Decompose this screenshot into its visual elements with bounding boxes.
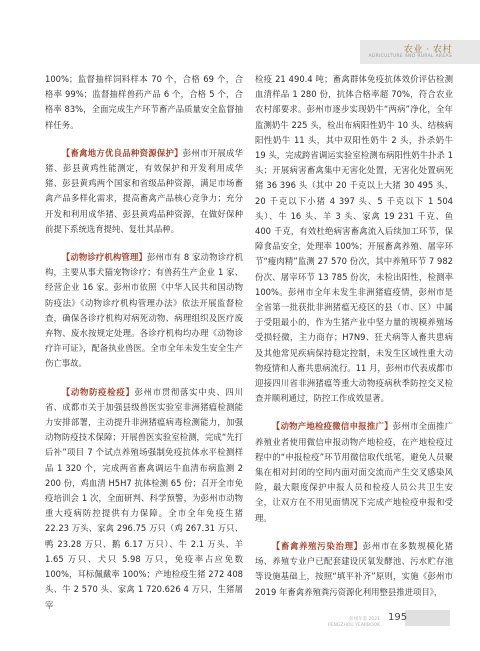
section-heading: 【畜禽地方优良品种资源保护】	[61, 147, 183, 158]
section-body: 彭州市有 8 家动物诊疗机构，主要从事犬猫宠物诊疗；有兽药生产企业 1 家、经营企业 16 家。彭州市依照《中华人民共和国动物防疫法》《动物诊疗机构管理办法》依法开展监督检查，确保各诊疗机构对病死动物、病理组织及医疗废弃物、废水按规定处理。各诊疗机构均办理《动物诊疗许可证》，配备执业兽医。全市全年未发生安全生产伤亡事故。	[45, 252, 243, 369]
page-marker	[405, 610, 450, 626]
section-body: 彭州市开展成华猪、彭县黄鸡性能测定，有效保护和开发利用成华猪、彭县黄鸡两个国家和省级品种资源，满足市场畜禽产品多样化需求，提高畜禽产品核心竞争力；充分开发和利用成华猪、彭县黄鸡品种资源，在做好保种前提下系统选育提纯、复壮其品种。	[45, 147, 244, 234]
yearbook-logo-line: 彭州年鉴 2021	[349, 617, 380, 622]
section-pollution-control	[255, 539, 453, 600]
section-heading: 【畜禽养殖污染治理】	[271, 540, 363, 551]
section-livestock-breeds	[45, 146, 243, 237]
paragraph: 100%；监督抽样饲料样本 70 个，合格 69 个，合格率 99%；监督抽样兽药产品 6 个，合格 5 个，合格率 83%，全面完成生产环节畜产品质量安全监督抽样任务。	[45, 74, 243, 130]
section-title: 农业 · 农村	[403, 45, 452, 55]
section-heading: 【动物防疫检疫】	[61, 386, 135, 397]
page-number: 195	[388, 612, 408, 623]
yearbook-logo-line: PENGZHOU YEARBOOK	[328, 623, 380, 628]
section-wechat-declaration	[255, 419, 453, 525]
left-column	[45, 72, 243, 626]
yearbook-logo	[328, 617, 380, 629]
section-body: 彭州市贯彻落实中央、四川省、成都市关于加强县级兽医实验室非洲猪瘟检测能力安排部署，主动提升非洲猪瘟病毒检测能力，加强动物防疫技术保障；开展兽医实验室检测，完成“先打后补”项目 7 个试点养殖场强制免疫抗体水平检测样品 1 320 个，完成两省畜禽调运牛血清布病监测 2 200 份，鸡血清 H5H7 抗体检测 65 份；召开全市免疫培训会 1 次，全面研判、科学预警，为彭州市动物重大疫病防控提供有力保障。全市全年免疫生猪 22.23 万头、家禽 296.75 万只（鸡 267.31 万只、鸭 23.28 万只、鹅 6.17 万只）、牛 2.1 万头、羊 1.65 万只、犬只 5.98 万只，免疫率占应免数 100%，耳标佩戴率 100%；产地检疫生猪 272 408 头、牛 2 570 头、家禽 1 720.626 4 万只，生猪屠宰	[45, 386, 244, 610]
right-column	[255, 72, 453, 613]
section-heading: 【动物诊疗机构管理】	[61, 252, 147, 263]
section-body: 彭州市全面推广养殖业者使用微信申报动物产地检疫，在产地检疫过程中的“申报检疫”环节用微信取代纸笔，避免人员聚集在相对封闭的空间内面对面交流而产生交叉感染风险，最大限度保护申报人员和检疫人员公共卫生安全，让双方在不用见面情况下完成产地检疫申报和受理。	[255, 421, 454, 523]
section-body: 彭州市在多数规模化猪场、养殖专业户已配套建设厌氧发酵池、污水贮存池等设施基础上，按照“填平补齐”原则，实施《彭州市 2019 年畜禽养殖粪污资源化利用整县推进项目》，	[255, 540, 454, 597]
section-heading: 【动物产地检疫微信申报推广】	[271, 421, 393, 432]
section-subtitle: AGRICULTURE AND RURAL AREAS	[368, 54, 452, 59]
paragraph: 检疫 21 490.4 吨；畜禽群体免疫抗体效价评估检测血清样品 1 280 份，抗体合格率超 70%，符合农业农村部要求。彭州市逐步实现奶牛“两病”净化，全年监测奶牛 225 头，检出布病阳性奶牛 10 头、结核病阳性奶牛 11 头，其中双阳性奶牛 2 头，扑杀奶牛 19 头，完成跨省调运实验室检测布病阳性奶牛扑杀 1 头；开展病害畜禽集中无害化处置，无害化处置病死猪 36 396 头（其中 20 千克以上大猪 30 495 头、20 千克以下小猪 4 397 头、5 千克以下 1 504 头）、牛 16 头、羊 3 头、家禽 19 231 千克、鱼 400 千克，有效杜绝病害畜禽流入后续加工环节，保障食品安全，处理率 100%；开展畜禽养殖、屠宰环节“瘦肉精”监测 27 570 份次，其中养殖环节 7 982 份次、屠宰环节 13 785 份次，未检出阳性，检测率 100%。彭州市全年未发生非洲猪瘟疫情，彭州市是全省第一批获批非洲猪瘟无疫区的县（市、区）中属于受阻最小的，作为生猪产业中坚力量的规模养殖场受损轻微，主力商存；H7N9、狂犬病等人畜共患病及其他常见疾病保持稳定控制，未发生区域性重大动物疫情和人畜共患病流行。11 月，彭州市代表成都市迎接四川省非洲猪瘟等重大动物疫病秋季防控交叉检查并顺利通过，防控工作成效显著。	[255, 74, 453, 404]
section-epidemic-prevention	[45, 385, 243, 613]
section-clinic-management	[45, 250, 243, 372]
